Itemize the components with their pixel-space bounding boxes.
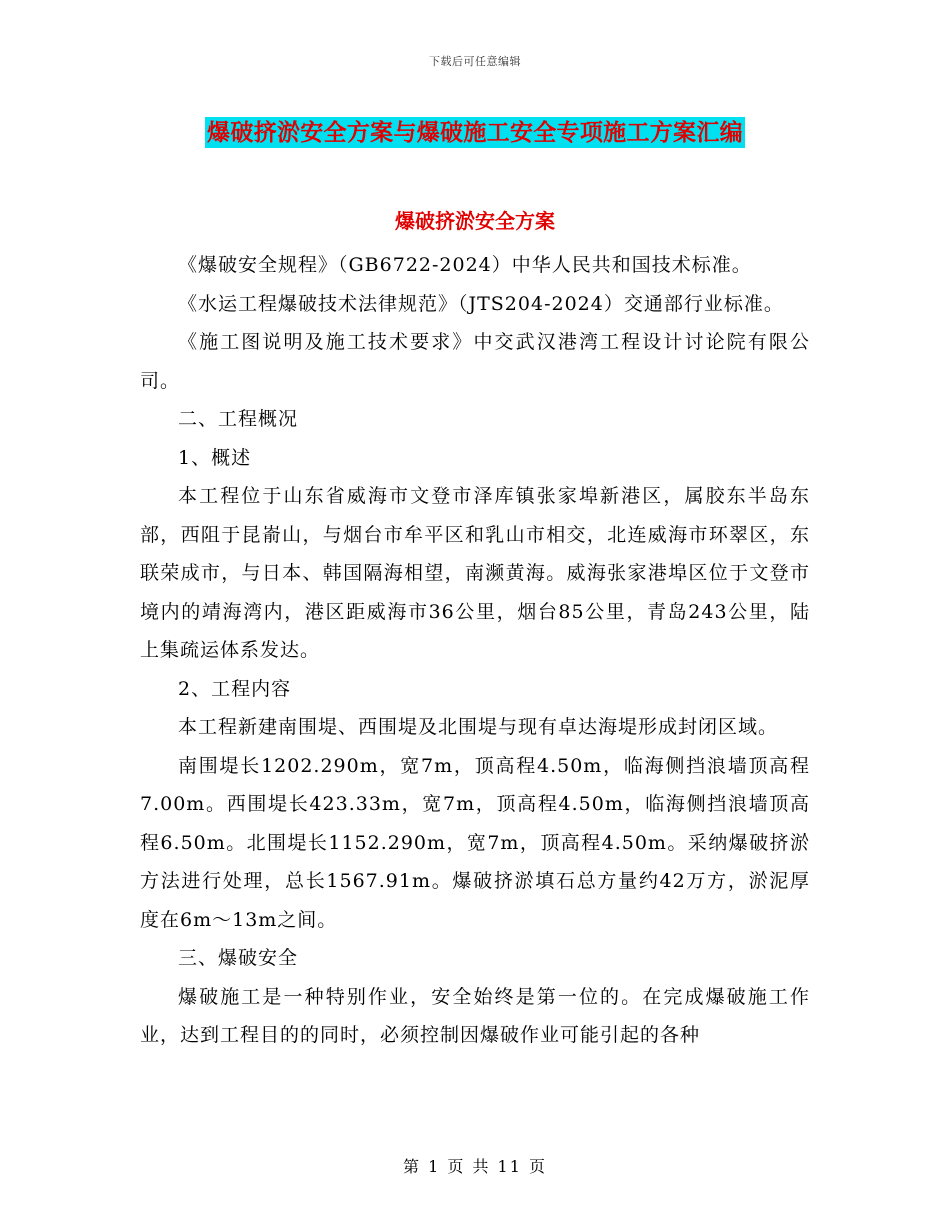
subsection-heading: 2、工程内容 bbox=[178, 677, 292, 700]
paragraph: 《施工图说明及施工技术要求》中交武汉港湾工程设计讨论院有限公司。 bbox=[140, 331, 810, 392]
page-number: 第 1 页 共 11 页 bbox=[403, 1157, 547, 1176]
paragraph: 南围堤长1202.290m，宽7m，顶高程4.50m，临海侧挡浪墙顶高程7.00m。西围堤长423.33m，宽7m，顶高程4.50m，临海侧挡浪墙顶高程6.50m。北围堤长1152.290m，宽7m，顶高程4.50m。采纳爆破挤淤方法进行处理，总长1567.91m。爆破挤淤填石总方量约42万方，淤泥厚度在6m～13m之间。 bbox=[140, 754, 810, 931]
paragraph: 本工程位于山东省威海市文登市泽库镇张家埠新港区，属胶东半岛东部，西阻于昆嵛山，与烟台市牟平区和乳山市相交，北连威海市环翠区，东联荣成市，与日本、韩国隔海相望，南濒黄海。威海张家港埠区位于文登市境内的靖海湾内，港区距威海市36公里，烟台85公里，青岛243公里，陆上集疏运体系发达。 bbox=[140, 485, 810, 661]
subsection-heading: 1、概述 bbox=[178, 446, 252, 469]
document-title-text: 爆破挤淤安全方案与爆破施工安全专项施工方案汇编 bbox=[207, 119, 743, 146]
section-title: 爆破挤淤安全方案 bbox=[395, 209, 555, 233]
paragraph: 本工程新建南围堤、西围堤及北围堤与现有卓达海堤形成封闭区域。 bbox=[178, 716, 779, 738]
paragraph: 《水运工程爆破技术法律规范》（JTS204-2024）交通部行业标准。 bbox=[178, 292, 784, 315]
document-title bbox=[0, 114, 950, 147]
section-heading: 二、工程概况 bbox=[178, 408, 299, 430]
paragraph: 爆破施工是一种特别作业，安全始终是第一位的。在完成爆破施工作业，达到工程目的的同时，必须控制因爆破作业可能引起的各种 bbox=[140, 985, 810, 1046]
page-header: 下载后可任意编辑 bbox=[429, 55, 521, 68]
paragraph: 《爆破安全规程》（GB6722-2024）中华人民共和国技术标准。 bbox=[178, 254, 752, 276]
section-heading: 三、爆破安全 bbox=[178, 947, 299, 969]
document-body bbox=[140, 246, 810, 1055]
